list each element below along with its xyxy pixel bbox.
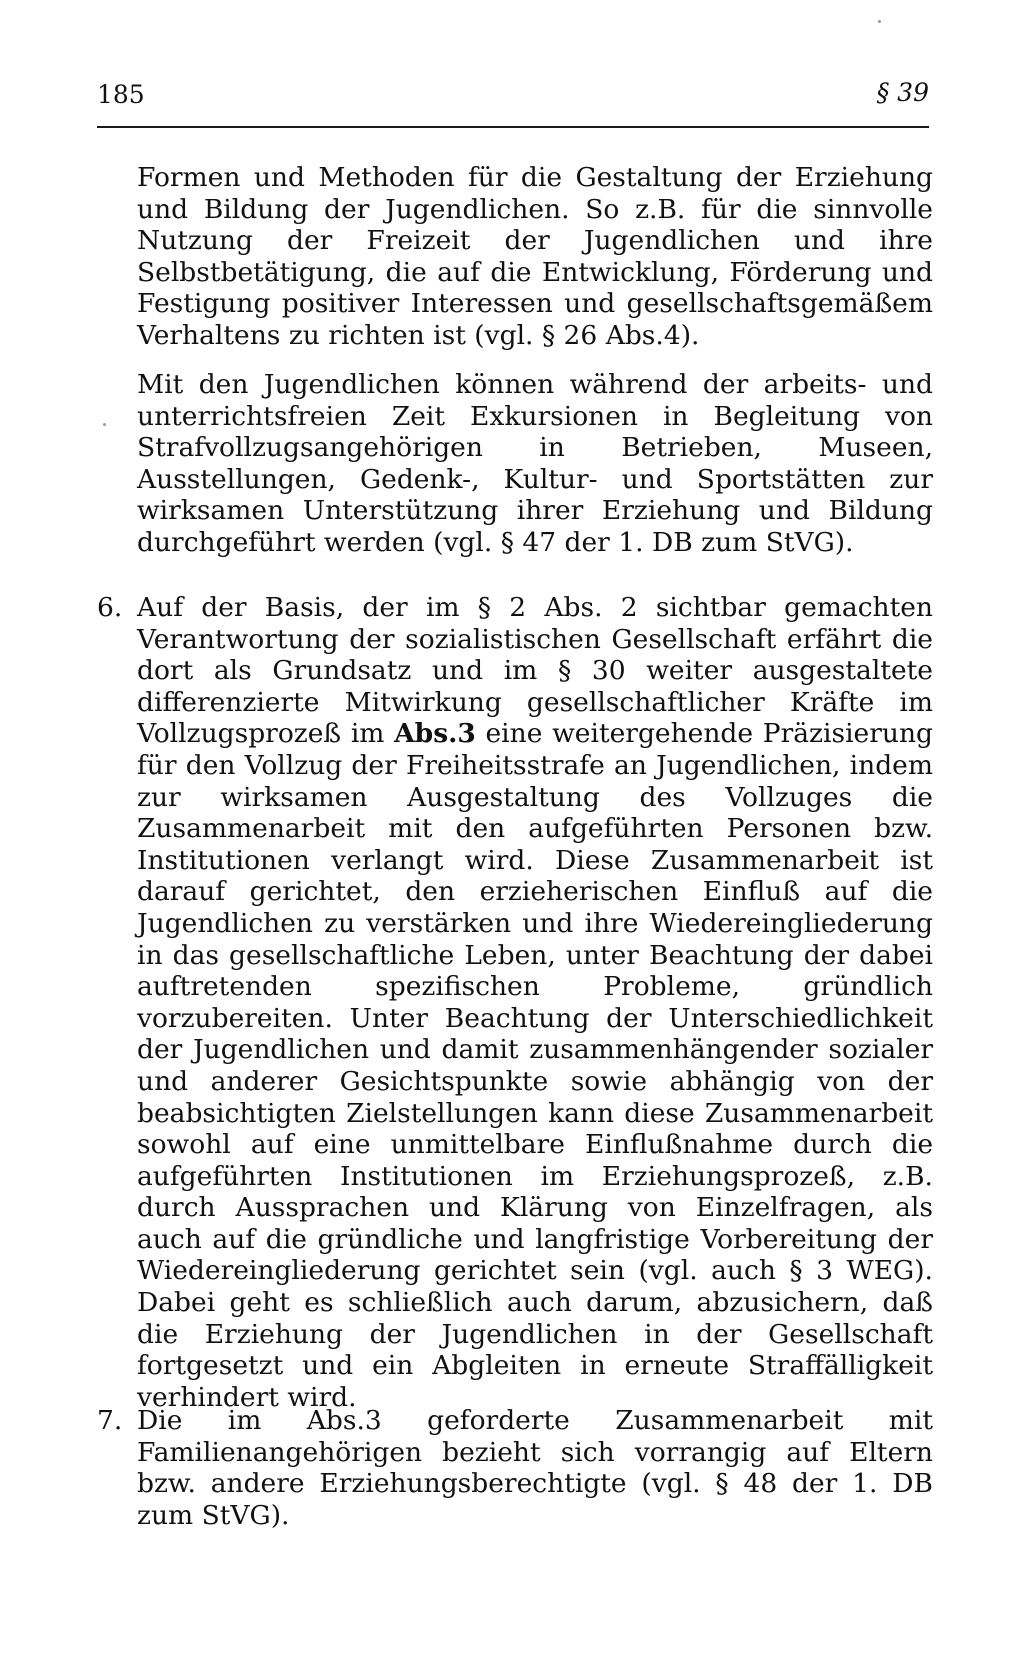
list-item-7	[97, 1405, 933, 1531]
page-number: 185	[97, 80, 145, 109]
paragraph-excursions: Mit den Jugendlichen können während der arbeits- und unterrichtsfreien Zeit Exkursionen in Begleitung von Strafvollzugsangehörigen in Betrieben, Museen, Ausstellungen, Gedenk-, Kultur- und Sportstätten zur wirksamen Unterstützung ihrer Erziehung und Bildung durchgeführt werden (vgl. § 47 der 1. DB zum StVG).	[137, 369, 933, 558]
list-item-text: Die im Abs.3 geforderte Zusammenarbeit mit Familienangehörigen bezieht sich vorrangig auf Eltern bzw. andere Erziehungsberechtigte (vgl. § 48 der 1. DB zum StVG).	[137, 1405, 933, 1531]
list-item-text	[137, 592, 933, 1413]
scan-speck	[878, 20, 881, 23]
paragraph-forms-methods: Formen und Methoden für die Gestaltung der Erziehung und Bildung der Jugendlichen. So z.B. für die sinnvolle Nutzung der Freizeit der Jugendlichen und ihre Selbstbetätigung, die auf die Entwicklung, Förderung und Festigung positiver Interessen und gesellschaftsgemäßem Verhaltens zu richten ist (vgl. § 26 Abs.4).	[137, 162, 933, 351]
list-item-number: 6.	[97, 592, 123, 623]
bold-reference: Abs.3	[394, 718, 476, 750]
header-divider	[97, 126, 929, 128]
list-item-6	[97, 592, 933, 1413]
list-item-number: 7.	[97, 1405, 123, 1436]
text-segment: Auf der Basis, der im § 2 Abs. 2 sichtbar gemachten Verantwortung der sozialistischen Gesellschaft erfährt die dort als Grundsatz und im § 30 weiter ausgestaltete differenzierte Mitwirkung gesellschaftlicher Kräfte im Vollzugsprozeß im	[137, 592, 933, 750]
scan-speck	[103, 423, 106, 426]
section-reference: § 39	[876, 78, 929, 107]
text-segment: eine weitergehende Präzisierung für den Vollzug der Freiheitsstrafe an Jugendlichen, indem zur wirksamen Ausgestaltung des Vollzuges die Zusammenarbeit mit den aufgeführten Personen bzw. Institutionen verlangt wird. Diese Zusammenarbeit ist darauf gerichtet, den erzieherischen Einfluß auf die Jugendlichen zu verstärken und ihre Wiedereingliederung in das gesellschaftliche Leben, unter Beachtung der dabei auftretenden spezifischen Probleme, gründlich vorzubereiten. Unter Beachtung der Unterschiedlichkeit der Jugendlichen und damit zusammenhängender sozialer und anderer Gesichtspunkte sowie abhängig von der beabsichtigten Zielstellungen kann diese Zusammenarbeit sowohl auf eine unmittelbare Einflußnahme durch die aufgeführten Institutionen im Erziehungsprozeß, z.B. durch Aussprachen und Klärung von Einzelfragen, als auch auf die gründliche und langfristige Vorbereitung der Wiedereingliederung gerichtet sein (vgl. auch § 3 WEG). Dabei geht es schließlich auch darum, abzusichern, daß die Erziehung der Jugendlichen in der Gesellschaft fortgesetzt und ein Abgleiten in erneute Straffälligkeit verhindert wird.	[137, 718, 933, 1413]
